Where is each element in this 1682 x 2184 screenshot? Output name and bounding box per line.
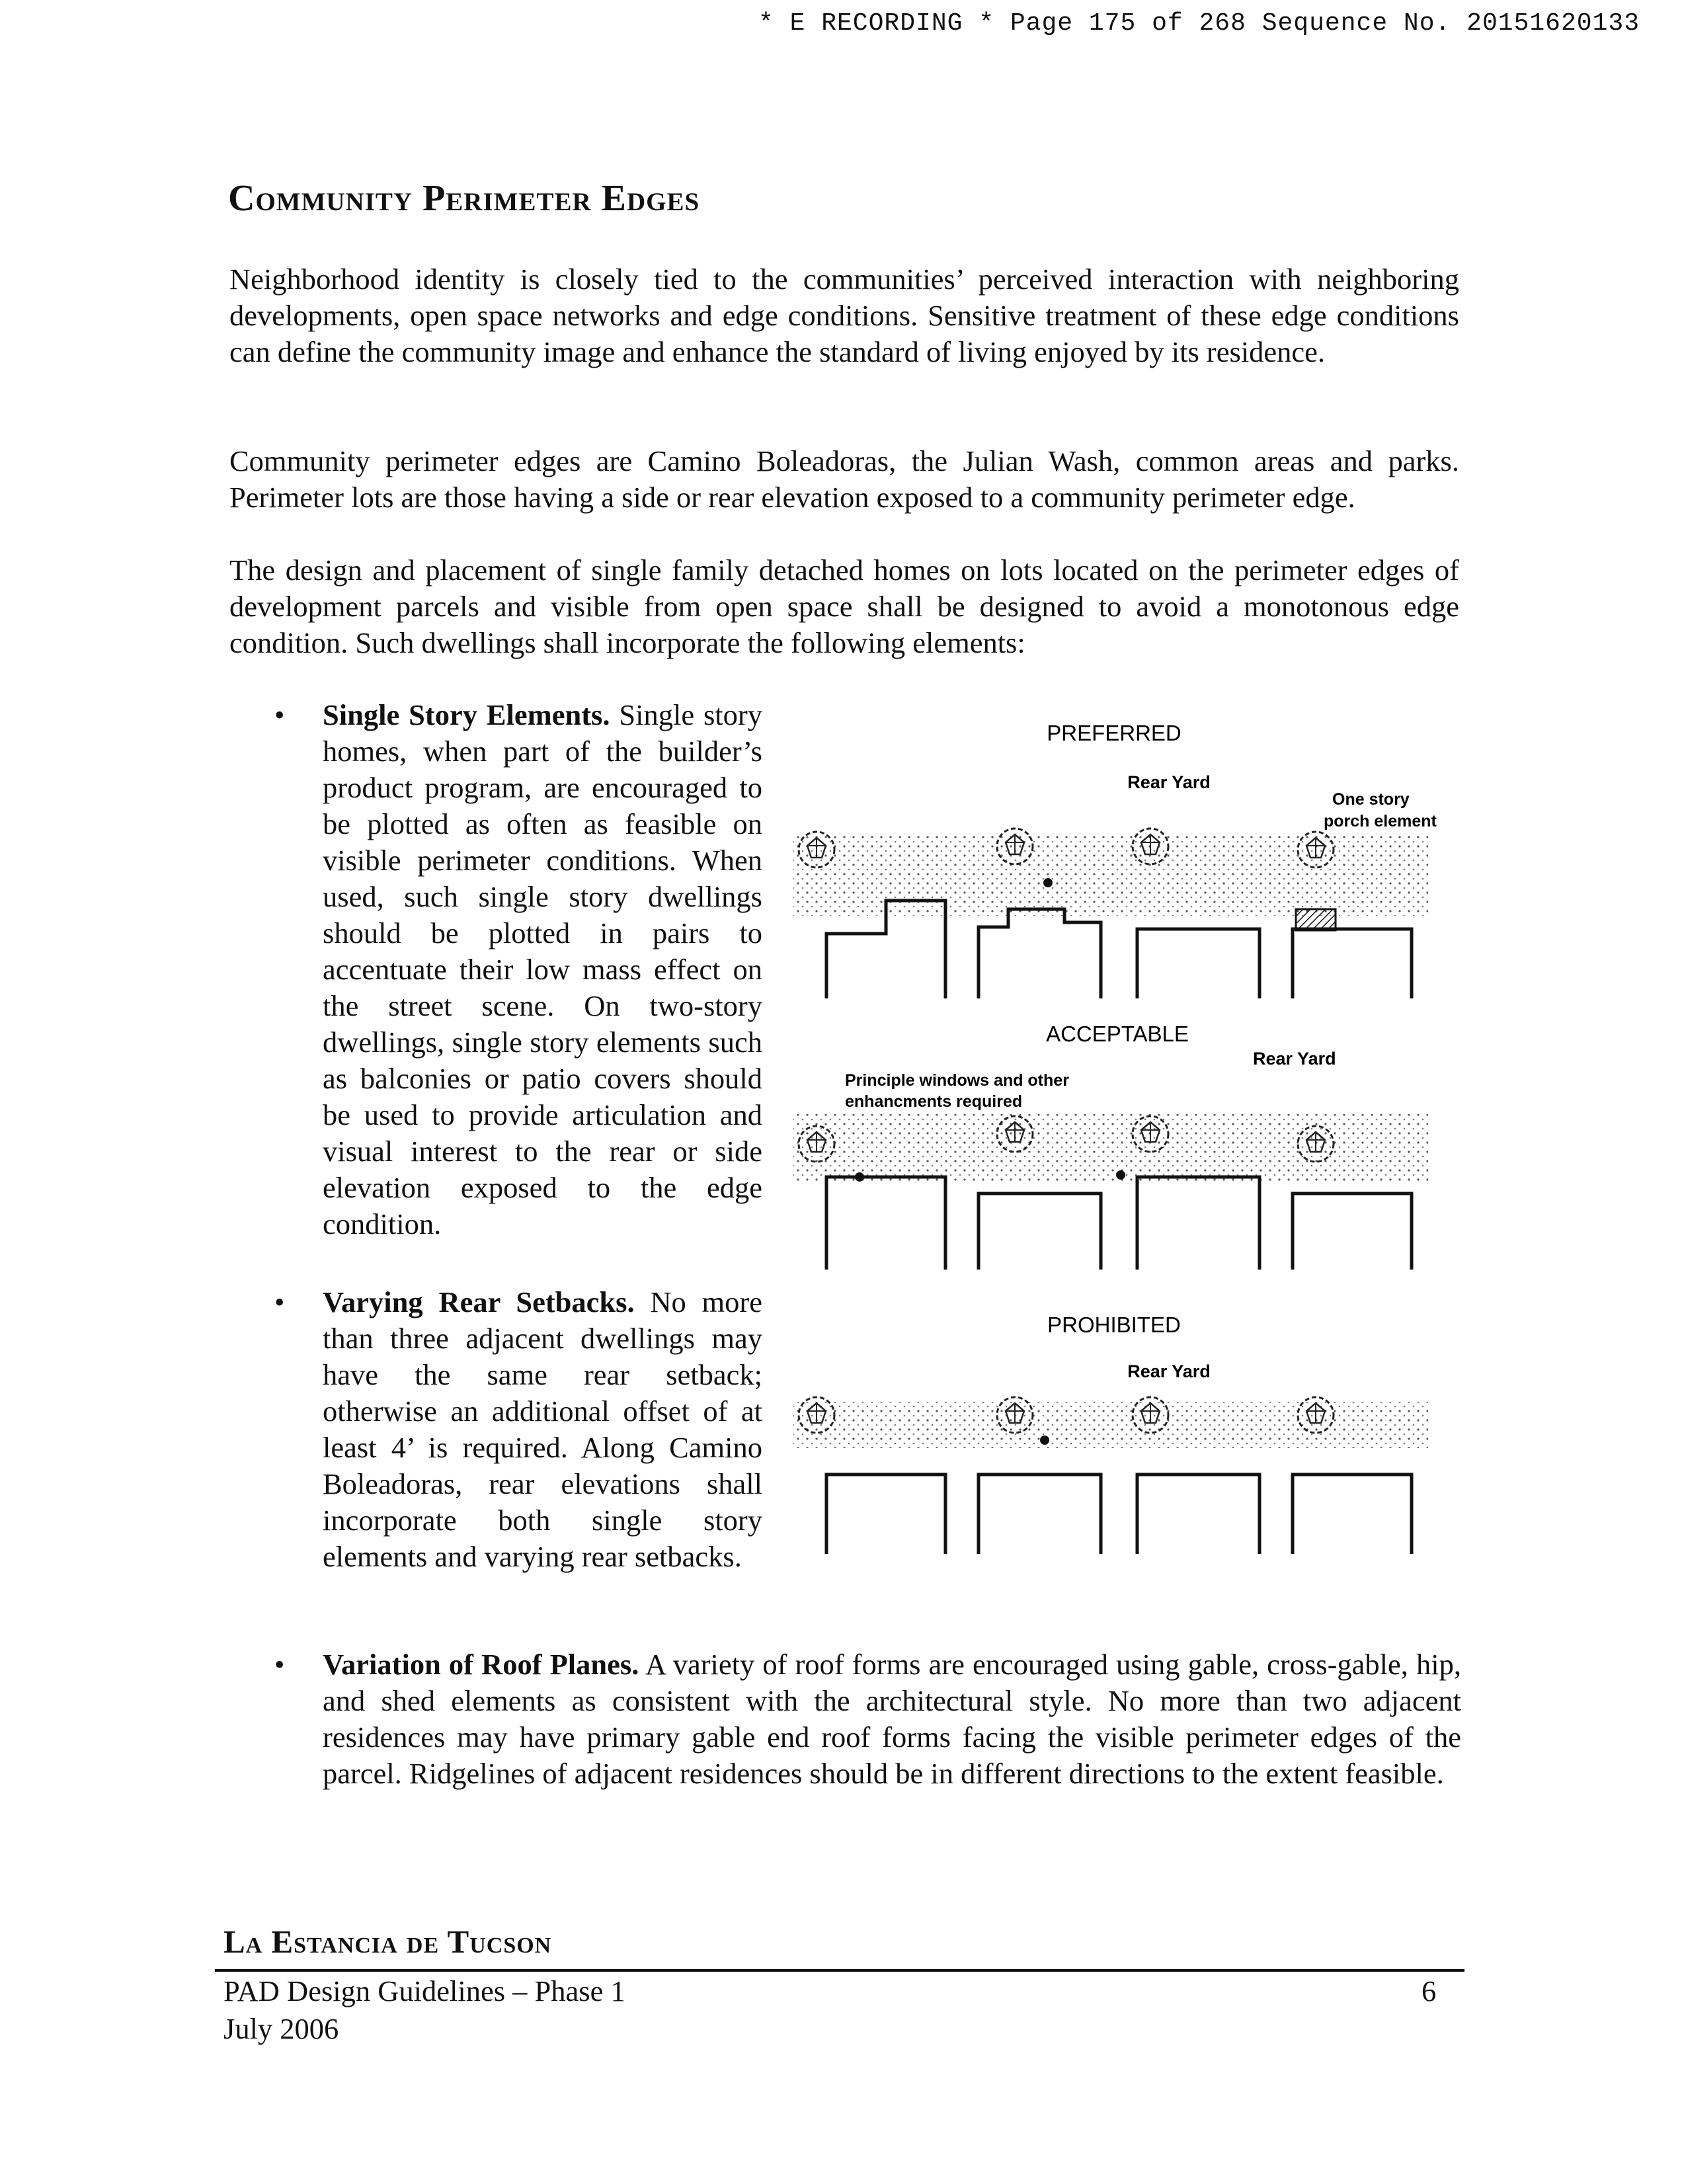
acceptable-panel (793, 1022, 1428, 1270)
bullet-text: A variety of roof forms are encouraged using gable, cross-gable, hip, and shed elements as consistent with the architectural style. No more than two adjacent residences may have primary gable end roof forms facing the visible perimeter edges of the parcel. Ridgelines of adjacent residences should be in different directions to the extent feasible. (323, 1648, 1461, 1790)
setback-diagram (787, 714, 1455, 1567)
house-outline (826, 1177, 945, 1270)
windows-note-line1: Principle windows and other (845, 1071, 1069, 1090)
recording-stamp: * E RECORDING * Page 175 of 268 Sequence No. 20151620133 (758, 9, 1640, 38)
page-title: Community Perimeter Edges (228, 178, 700, 219)
bullet-heading: Single Story Elements. (323, 698, 610, 731)
rear-yard-label: Rear Yard (1253, 1049, 1336, 1069)
bullet-heading: Varying Rear Setbacks. (323, 1285, 635, 1318)
prohibited-label: PROHIBITED (1047, 1313, 1181, 1337)
house-outline (979, 1193, 1101, 1270)
rear-yard-stipple (793, 833, 1428, 916)
prohibited-panel (793, 1313, 1428, 1554)
porch-note-line2: porch element (1324, 812, 1437, 830)
house-outline (979, 1475, 1101, 1554)
bullet-marker: • (274, 699, 285, 731)
intro-paragraph: Neighborhood identity is closely tied to the communities’ perceived interaction with neighboring developments, open space networks and edge conditions. Sensitive treatment of these edge conditions can define the community image and enhance the standard of living enjoyed by its residence. (229, 263, 1459, 368)
house-outline (1293, 1475, 1412, 1554)
bullet-rear-setbacks (323, 1284, 762, 1575)
rear-yard-label: Rear Yard (1127, 772, 1211, 792)
marker-dot (855, 1172, 864, 1182)
porch-element (1296, 909, 1336, 930)
rear-yard-label: Rear Yard (1127, 1361, 1211, 1381)
perimeter-definition-paragraph: Community perimeter edges are Camino Boleadoras, the Julian Wash, common areas and parks. Perimeter lots are those having a side or rear elevation exposed to a community perimeter edge. (229, 444, 1459, 514)
house-outline (1293, 1193, 1412, 1270)
marker-dot (1040, 1436, 1049, 1445)
bullet-single-story (323, 697, 762, 1242)
footer-divider (215, 1969, 1464, 1972)
bullet-text: No more than three adjacent dwellings may have the same rear setback; otherwise an additional offset of at least 4’ is required. Along Camino Boleadoras, rear elevations shall incorporate both single story elements and varying rear setbacks. (323, 1285, 762, 1573)
footer-project-name: La Estancia de Tucson (223, 1923, 552, 1960)
design-requirements-paragraph: The design and placement of single family detached homes on lots located on the perimeter edges of development parcels and visible from open space shall be designed to avoid a monotonous edge condition. Such dwellings shall incorporate the following elements: (229, 553, 1459, 659)
marker-dot (1116, 1170, 1125, 1180)
footer-document-title: PAD Design Guidelines – Phase 1 (223, 1974, 625, 2007)
house-outline (1293, 929, 1412, 998)
house-outline (1137, 1177, 1260, 1270)
footer-date: July 2006 (223, 2012, 339, 2045)
house-outline (1137, 929, 1260, 998)
bullet-heading: Variation of Roof Planes. (323, 1648, 639, 1681)
bullet-marker: • (274, 1286, 285, 1318)
marker-dot (1043, 878, 1053, 887)
page-number: 6 (1422, 1974, 1437, 2007)
windows-note-line2: enhancments required (845, 1092, 1023, 1111)
preferred-label: PREFERRED (1047, 721, 1181, 745)
porch-note-line1: One story (1332, 790, 1410, 809)
rear-yard-stipple (793, 1114, 1428, 1184)
bullet-text: Single story homes, when part of the builder’s product program, are encouraged to be plotted as often as feasible on visible perimeter conditions. When used, such single story dwellings should be plotted in pairs to accentuate their low mass effect on the street scene. On two-story dwellings, single story elements such as balconies or patio covers should be used to provide articulation and visual interest to the rear or side elevation exposed to the edge condition. (323, 698, 762, 1240)
bullet-marker: • (274, 1648, 285, 1681)
preferred-panel (793, 721, 1437, 998)
house-outline (979, 909, 1101, 998)
house-outline (1137, 1475, 1260, 1554)
acceptable-label: ACCEPTABLE (1046, 1022, 1189, 1046)
bullet-roof-planes (323, 1646, 1461, 1792)
house-outline (826, 1475, 945, 1554)
